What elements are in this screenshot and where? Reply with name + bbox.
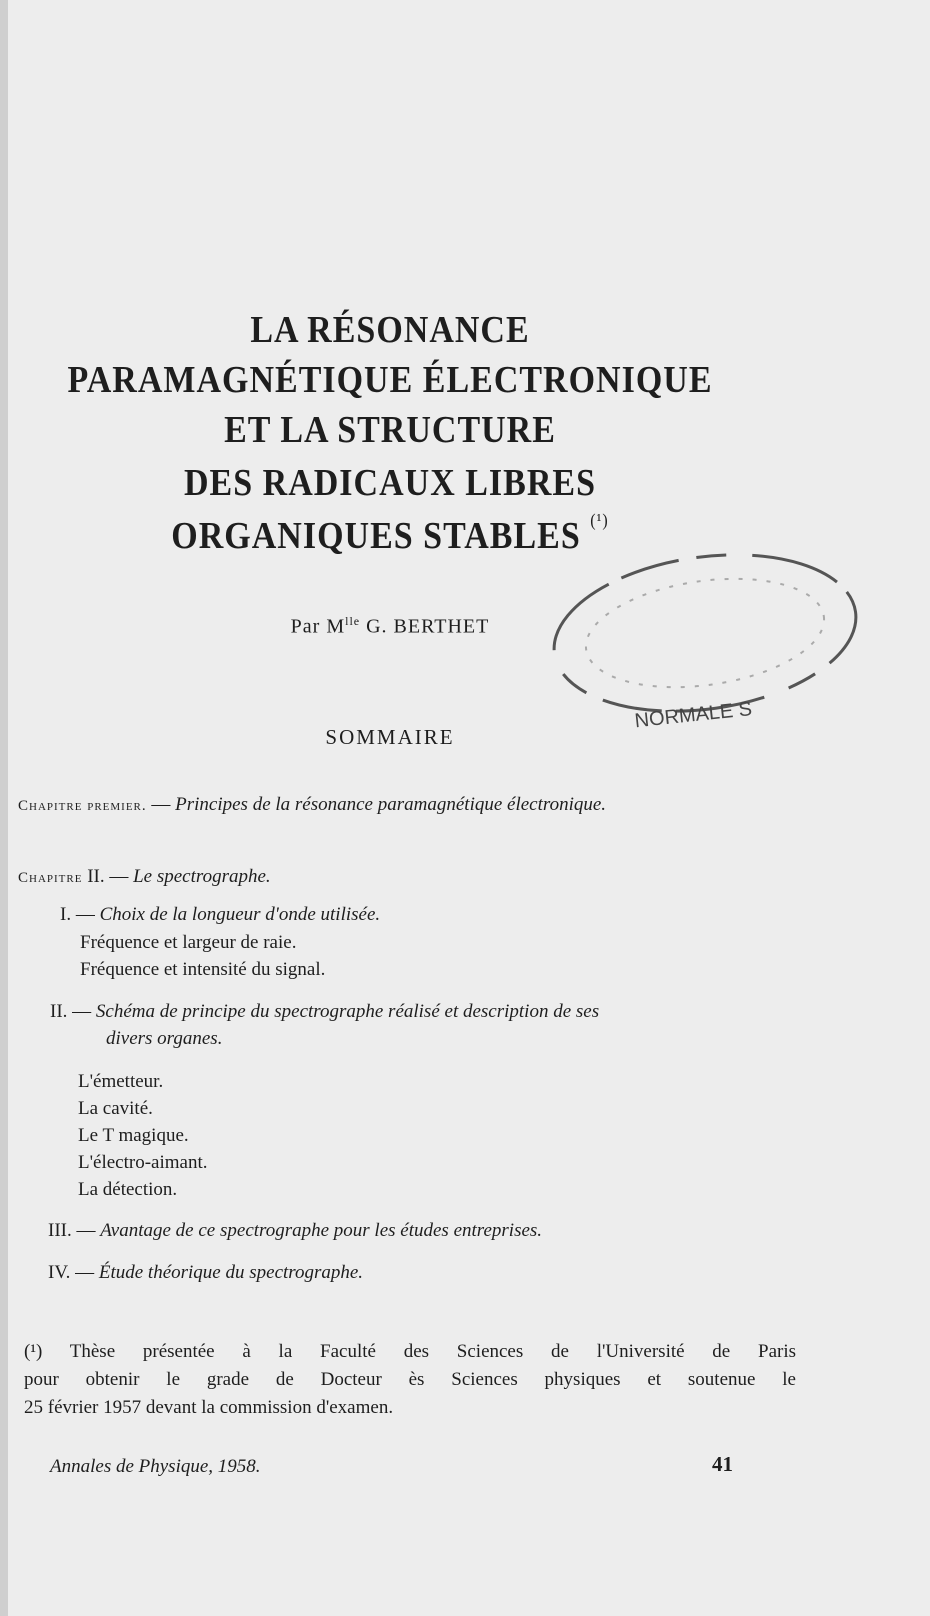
section-4-num: IV. —: [48, 1262, 99, 1283]
section-4: [48, 1262, 363, 1284]
author-name: G. BERTHET: [360, 615, 490, 638]
footnote-line-2: pour obtenir le grade de Docteur ès Sciences physiques et soutenue le: [24, 1369, 796, 1390]
page-number: 41: [712, 1452, 733, 1476]
author-honorific: lle: [345, 614, 361, 628]
chapter-2: [18, 866, 271, 888]
section-1-item-2: Fréquence et intensité du signal.: [80, 959, 326, 980]
chapter-1: [18, 794, 606, 816]
section-2-title-b: divers organes.: [106, 1028, 223, 1049]
stamp-text: NORMALE S: [633, 698, 754, 733]
title-line-2: PARAMAGNÉTIQUE ÉLECTRONIQUE: [67, 359, 713, 402]
title-line-4: DES RADICAUX LIBRES: [184, 462, 596, 505]
section-2-item-4: L'électro-aimant.: [78, 1152, 208, 1173]
page-edge: [0, 0, 8, 1616]
section-1: [60, 904, 380, 926]
section-3-num: III. —: [48, 1220, 101, 1241]
chapter-1-title: Principes de la résonance paramagnétique électronique.: [175, 794, 607, 815]
journal-citation: Annales de Physique, 1958.: [50, 1456, 261, 1477]
section-3: [48, 1220, 542, 1242]
chapter-2-label: Chapitre: [18, 870, 83, 886]
footnote-line-1: (¹) Thèse présentée à la Faculté des Sciences de l'Université de Paris: [24, 1341, 796, 1362]
chapter-2-num: II. —: [82, 866, 134, 887]
section-2-item-2: La cavité.: [78, 1098, 153, 1119]
section-2: [50, 1001, 798, 1023]
section-2-title-a: Schéma de principe du spectrographe réalisé et description de ses: [95, 1001, 600, 1022]
chapter-1-label: Chapitre premier.: [18, 798, 147, 814]
title-line-1: LA RÉSONANCE: [250, 309, 530, 352]
section-2-item-1: L'émetteur.: [78, 1071, 164, 1092]
section-2-item-3: Le T magique.: [78, 1125, 189, 1146]
section-1-num: I. —: [60, 904, 100, 925]
section-4-title: Étude théorique du spectrographe.: [98, 1262, 364, 1283]
section-1-item-1: Fréquence et largeur de raie.: [80, 932, 297, 953]
section-2-num: II. —: [50, 1001, 96, 1022]
summary-heading: SOMMAIRE: [325, 725, 455, 749]
section-2-item-5: La détection.: [78, 1179, 178, 1200]
title-line-3: ET LA STRUCTURE: [224, 409, 556, 452]
chapter-2-title: Le spectrographe.: [133, 866, 271, 887]
footnote-line-3: 25 février 1957 devant la commission d'examen.: [24, 1397, 394, 1418]
title-footnote-mark: (¹): [590, 511, 609, 531]
section-1-title: Choix de la longueur d'onde utilisée.: [99, 904, 381, 925]
author-prefix: Par M: [290, 615, 346, 638]
chapter-1-dash: —: [146, 794, 176, 815]
title-line-5-text: ORGANIQUES STABLES: [171, 515, 581, 558]
section-3-title: Avantage de ce spectrographe pour les études entreprises.: [100, 1220, 543, 1241]
